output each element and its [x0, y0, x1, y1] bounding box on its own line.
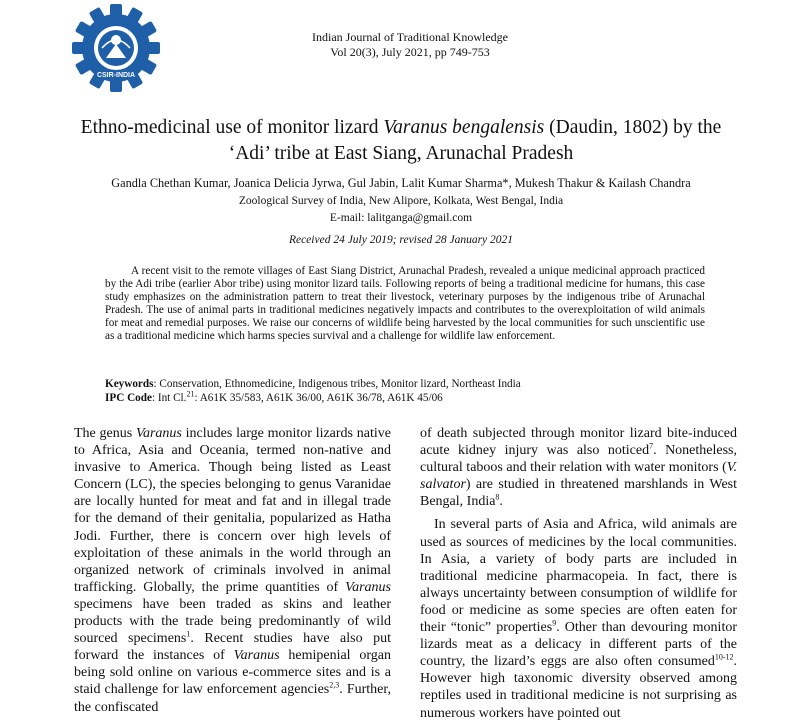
body-column-left	[74, 425, 391, 716]
author-list: Gandla Chethan Kumar, Joanica Delicia Jyrwa, Gul Jabin, Lalit Kumar Sharma*, Mukesh Thakur & Kailash Chandra	[111, 176, 691, 190]
abstract: A recent visit to the remote villages of East Siang District, Arunachal Pradesh, revealed a unique medicinal approach practiced by the Adi tribe (earlier Abor tribe) using monitor lizard tails. Following reports of being a traditional medicine for humans, this case study emphasizes on the administration pattern to treat their livestock, veterinary purposes by the indigenous tribe of Arunachal Pradesh. The use of animal parts in traditional medicines negatively impacts and contributes to the overexploitation of wild animals for meat and remedial purposes. We raise our concerns of wildlife being harvested by the local communities for such unscientific use as a traditional medicine which harms species survival and a challenge for wildlife law enforcement.	[105, 265, 705, 343]
paragraph: of death subjected through monitor lizard bite-induced acute kidney injury was also noticed$^7$. Nonetheless, cultural taboos and their relation with water monitors (V. salvator) are studied in threatened marshlands in West Bengal, India$^8$.	[420, 426, 737, 510]
keywords: : Conservation, Ethnomedicine, Indigenous tribes, Monitor lizard, Northeast India	[153, 378, 521, 390]
body-column-right	[420, 425, 737, 722]
csir-india-logo	[72, 4, 160, 92]
species-name: Varanus bengalensis	[383, 117, 545, 138]
logo-text: CSIR-INDIA	[96, 72, 136, 79]
keywords-label: Keywords	[105, 378, 154, 390]
received-dates: Received 24 July 2019; revised 28 January 2021	[288, 234, 514, 246]
paragraph: The genus Varanus includes large monitor lizards native to Africa, Asia and Oceania, termed non-native and invasive to America. Though being listed as Least Concern (LC), the species belonging to genus Varanidae are locally hunted for meat and fat and in illegal trade for the demand of their genitalia, popularized as Hatha Jodi. Further, there is concern over high levels of exploitation of these animals in the world through an organized network of criminals involved in animal trafficking. Globally, the prime quantities of Varanus specimens have been traded as skins and leather products with the trade being predominantly of wild sourced specimens$^1$. Recent studies have also put forward the instances of Varanus hemipenial organ being sold online on various e-commerce sites and is a staid challenge for law enforcement agencies$^{2,3}$. Further, the confiscated	[74, 426, 391, 715]
article-title: Ethno-medicinal use of monitor lizard Varanus bengalensis (Daudin, 1802) by the ‘Adi’ tribe at East Siang, Arunachal Pradesh	[80, 117, 722, 164]
ipc-codes: : A61K 35/583, A61K 36/00, A61K 36/78, A61K 45/06	[194, 392, 443, 404]
keywords-block: Keywords: Conservation, Ethnomedicine, Indigenous tribes, Monitor lizard, Northeast India IPC Code: Int Cl.$^{21}$: A61K 35/583, A61K 36/00, A61K 36/78, A61K 45/06	[105, 378, 521, 404]
journal-name: Indian Journal of Traditional Knowledge	[312, 30, 508, 44]
paragraph: In several parts of Asia and Africa, wild animals are used as sources of medicines by the local communities. In Asia, a variety of body parts are included in traditional medicine pharmacopeia. In fact, there is always uncertainty between consumption of wildlife for food or medicine as some species are often eaten for their “tonic” properties$^9$. Other than devouring monitor lizards meat as a delicacy in different parts of the country, the lizard’s eggs are also often consumed$^{10-12}$. However high taxonomic diversity observed among reptiles used in traditional medicine is not surprising as numerous workers have pointed out	[420, 517, 738, 721]
contact-email: E-mail: lalitganga@gmail.com	[329, 212, 473, 224]
ipc-label: IPC Code	[105, 392, 152, 404]
journal-header	[290, 30, 530, 60]
affiliation: Zoological Survey of India, New Alipore, Kolkata, West Bengal, India	[238, 195, 564, 207]
journal-volume: Vol 20(3), July 2021, pp 749-753	[330, 45, 490, 59]
